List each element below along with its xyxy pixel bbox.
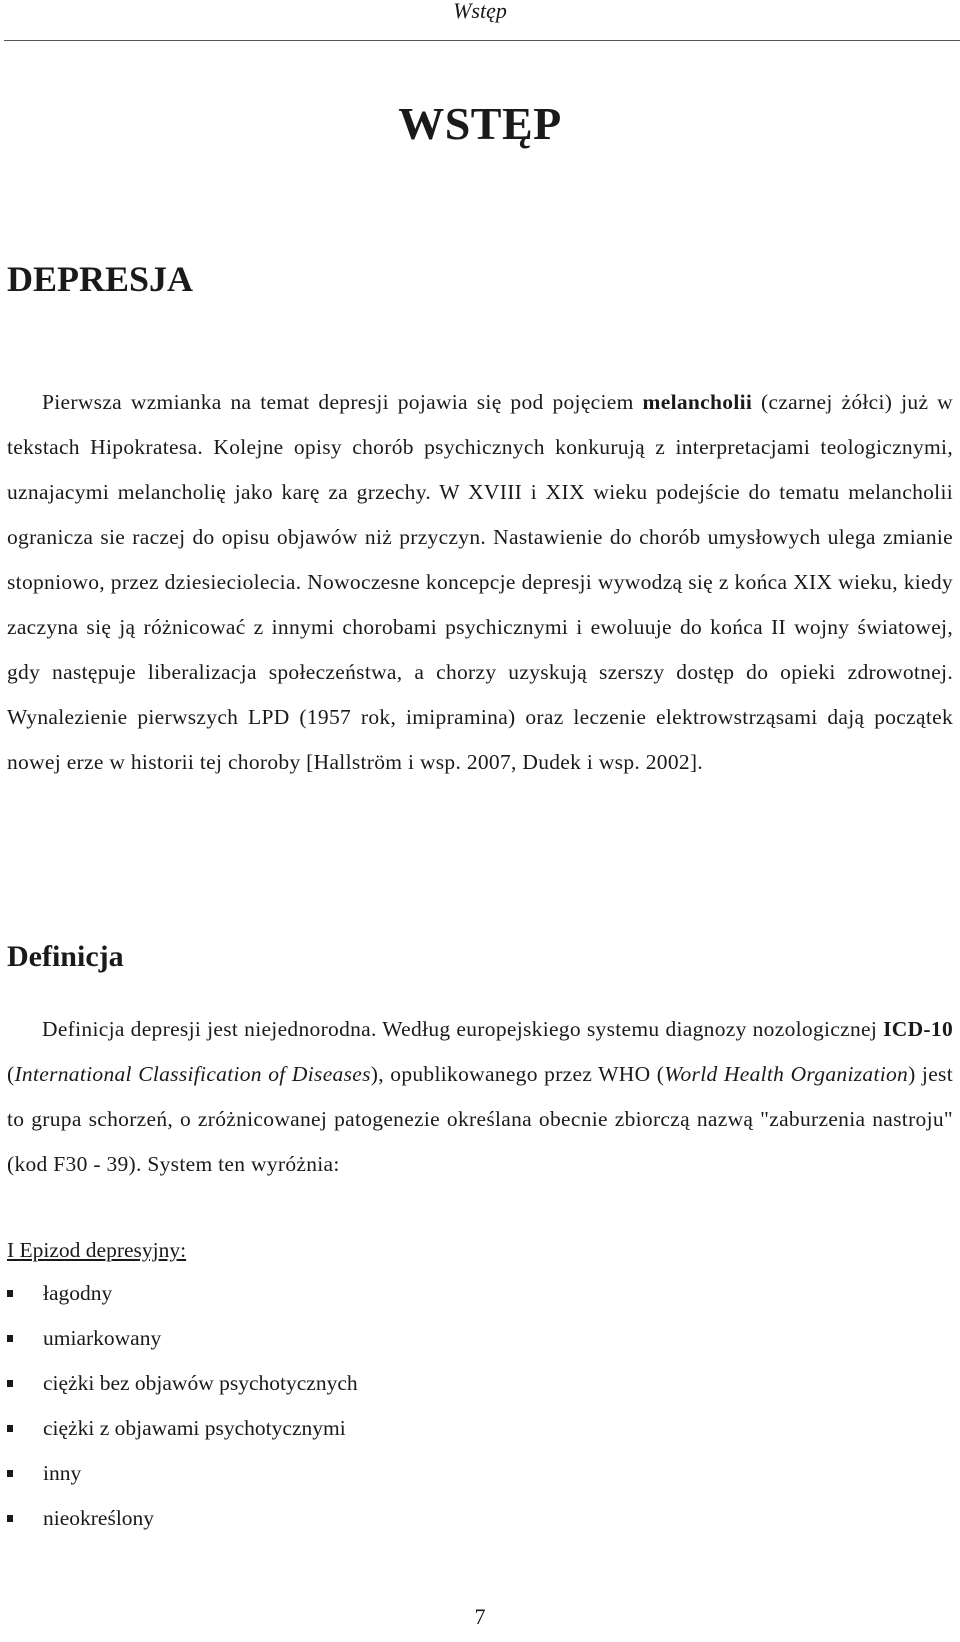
paragraph-text: Pierwsza wzmianka na temat depresji pojawia się pod pojęciem bbox=[42, 390, 643, 414]
list-item-label: ciężki z objawami psychotycznymi bbox=[43, 1416, 346, 1440]
list-item-label: inny bbox=[43, 1461, 82, 1485]
list-item-label: umiarkowany bbox=[43, 1326, 162, 1350]
section-paragraph bbox=[7, 380, 953, 785]
square-bullet-icon bbox=[7, 1380, 13, 1387]
list-item-label: ciężki bez objawów psychotycznych bbox=[43, 1371, 358, 1395]
paragraph-text: ) jest to grupa schorzeń, o zróżnicowanej patogenezie określana obecnie zbiorczą nazwą "zaburzenia nastroju" (kod F30 - 39). System ten wyróżnia: bbox=[7, 1062, 953, 1176]
italic-term: International Classification of Diseases bbox=[14, 1062, 371, 1086]
italic-term: World Health Organization bbox=[664, 1062, 909, 1086]
square-bullet-icon bbox=[7, 1290, 13, 1297]
header-divider bbox=[4, 40, 960, 41]
subsection-title: Definicja bbox=[7, 940, 124, 973]
running-header: Wstęp bbox=[453, 0, 507, 23]
list-item bbox=[7, 1406, 358, 1451]
paragraph-text: ( bbox=[7, 1062, 15, 1086]
subsection-paragraph bbox=[7, 1007, 953, 1187]
list-heading: I Epizod depresyjny: bbox=[7, 1238, 187, 1262]
page-number: 7 bbox=[474, 1604, 486, 1629]
bold-term: melancholii bbox=[642, 390, 753, 414]
square-bullet-icon bbox=[7, 1470, 13, 1477]
paragraph-text: ), opublikowanego przez WHO ( bbox=[370, 1062, 665, 1086]
list-item bbox=[7, 1271, 358, 1316]
episode-list bbox=[7, 1271, 358, 1541]
section-title: DEPRESJA bbox=[7, 259, 194, 299]
square-bullet-icon bbox=[7, 1515, 13, 1522]
list-item-label: nieokreślony bbox=[43, 1506, 155, 1530]
list-item bbox=[7, 1451, 358, 1496]
paragraph-text: (czarnej żółci) już w tekstach Hipokratesa. Kolejne opisy chorób psychicznych konkurują z interpretacjami teologicznymi, uznajacymi melancholię jako karę za grzechy. W XVIII i XIX wieku podejście do tematu melancholii ogranicza sie raczej do opisu objawów niż przyczyn. Nastawienie do chorób umysłowych ulega zmianie stopniowo, przez dziesieciolecia. Nowoczesne koncepcje depresji wywodzą się z końca XIX wieku, kiedy zaczyna się ją różnicować z innymi chorobami psychicznymi i ewoluuje do końca II wojny światowej, gdy następuje liberalizacja społeczeństwa, a chorzy uzyskują szerszy dostęp do opieki zdrowotnej. Wynalezienie pierwszych LPD (1957 rok, imipramina) oraz leczenie elektrowstrząsami dają początek nowej erze w historii tej choroby [Hallström i wsp. 2007, Dudek i wsp. 2002]. bbox=[7, 390, 953, 774]
list-item bbox=[7, 1361, 358, 1406]
paragraph-text: Definicja depresji jest niejednorodna. Według europejskiego systemu diagnozy nozologicznej bbox=[42, 1017, 884, 1041]
chapter-title: WSTĘP bbox=[398, 98, 562, 149]
square-bullet-icon bbox=[7, 1425, 13, 1432]
list-item bbox=[7, 1316, 358, 1361]
bold-term: ICD-10 bbox=[883, 1017, 953, 1041]
list-item-label: łagodny bbox=[43, 1281, 113, 1305]
square-bullet-icon bbox=[7, 1335, 13, 1342]
list-item bbox=[7, 1496, 358, 1541]
